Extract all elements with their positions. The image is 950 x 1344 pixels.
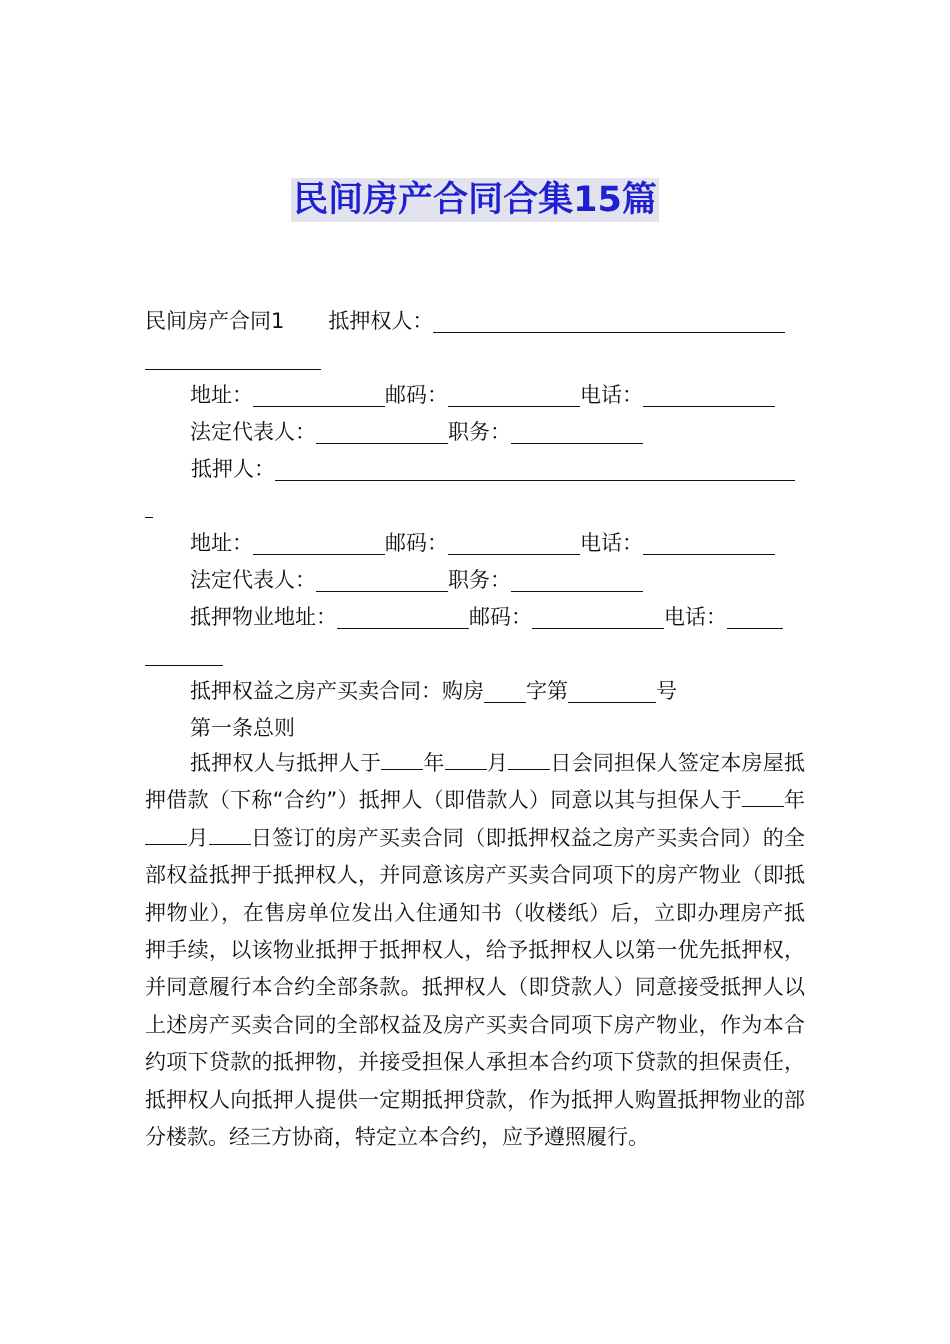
property-address-label: 抵押物业地址：: [190, 605, 337, 629]
mortgagor-blank-cont[interactable]: [145, 495, 153, 518]
property-phone-label: 电话：: [664, 605, 727, 629]
form-section: [145, 303, 805, 747]
mortgagee-continuation-line: [145, 340, 805, 377]
mortgagor-phone-blank[interactable]: [643, 532, 775, 555]
mortgagee-legal-rep-blank[interactable]: [316, 421, 448, 444]
mortgagee-postcode-blank[interactable]: [448, 384, 580, 407]
purchase-contract-label: 抵押权益之房产买卖合同：购房: [190, 679, 484, 703]
mortgagor-contact-line: [145, 525, 805, 562]
article1-month-blank[interactable]: [445, 747, 487, 770]
property-postcode-blank[interactable]: [532, 606, 664, 629]
article1-title-line: [145, 710, 805, 747]
purchase-contract-blank-2[interactable]: [568, 680, 656, 703]
mortgagee-rep-line: [145, 414, 805, 451]
article1-day-blank[interactable]: [508, 747, 550, 770]
mortgagee-address-blank[interactable]: [253, 384, 385, 407]
mortgagor-legal-rep-label: 法定代表人：: [190, 568, 316, 592]
mortgagor-rep-line: [145, 562, 805, 599]
contract-label: 民间房产合同1: [145, 309, 285, 333]
mortgagee-address-label: 地址：: [190, 383, 253, 407]
mortgagor-legal-rep-blank[interactable]: [316, 569, 448, 592]
purchase-contract-line: [145, 673, 805, 710]
property-phone-blank[interactable]: [727, 606, 783, 629]
mortgagee-contact-line: [145, 377, 805, 414]
mortgagee-legal-rep-label: 法定代表人：: [190, 420, 316, 444]
article1-year-blank[interactable]: [381, 747, 423, 770]
article1-paragraph: 抵押权人与抵押人于 年 月 日会同担保人签定本房屋抵押借款（下称“合约”）抵押人（即借款人）同意以其与担保人于 年月 日签订的房产买卖合同（即抵押权益之房产买卖合同）的全部权益抵押于抵押权人，并同意该房产买卖合同项下的房产物业（即抵押物业），在售房单位发出入住通知书（收楼纸）后，立即办理房产抵押手续，以该物业抵押于抵押权人，给予抵押权人以第一优先抵押权，并同意履行本合约全部条款。抵押权人（即贷款人）同意接受抵押人以上述房产买卖合同的全部权益及房产买卖合同项下房产物业，作为本合约项下贷款的抵押物，并接受担保人承担本合约项下贷款的担保责任，抵押权人向抵押人提供一定期抵押贷款，作为抵押人购置抵押物业的部分楼款。经三方协商，特定立本合约，应予遵照履行。: [145, 745, 805, 1156]
article1-title: 第一条总则: [190, 716, 295, 740]
purchase-contract-end: 号: [656, 679, 677, 703]
property-phone-blank-cont[interactable]: [145, 643, 223, 666]
article1-day2-blank[interactable]: [209, 822, 251, 845]
mortgagee-blank[interactable]: [433, 310, 785, 333]
mortgagee-position-blank[interactable]: [511, 421, 643, 444]
mortgagee-blank-cont[interactable]: [145, 347, 321, 370]
mortgagor-postcode-blank[interactable]: [448, 532, 580, 555]
mortgagee-postcode-label: 邮码：: [385, 383, 448, 407]
purchase-contract-mid: 字第: [526, 679, 568, 703]
mortgagee-phone-label: 电话：: [580, 383, 643, 407]
mortgagor-continuation-line: [145, 488, 805, 525]
mortgagor-position-label: 职务：: [448, 568, 511, 592]
property-continuation-line: [145, 636, 805, 673]
document-title: [0, 178, 950, 222]
mortgagor-phone-label: 电话：: [580, 531, 643, 555]
mortgagee-label: 抵押权人：: [328, 309, 434, 333]
mortgagee-phone-blank[interactable]: [643, 384, 775, 407]
mortgagor-address-label: 地址：: [190, 531, 253, 555]
article1-month2-blank[interactable]: [145, 822, 187, 845]
mortgagee-position-label: 职务：: [448, 420, 511, 444]
mortgagor-postcode-label: 邮码：: [385, 531, 448, 555]
contract-heading-line: [145, 303, 805, 340]
mortgagor-address-blank[interactable]: [253, 532, 385, 555]
mortgagor-blank[interactable]: [275, 458, 795, 481]
document-title-text: 民间房产合同合集15篇: [293, 180, 657, 220]
purchase-contract-blank-1[interactable]: [484, 680, 526, 703]
article1-year2-blank[interactable]: [742, 784, 784, 807]
property-address-blank[interactable]: [337, 606, 469, 629]
property-line: [145, 599, 805, 636]
mortgagor-label: 抵押人：: [191, 457, 275, 481]
property-postcode-label: 邮码：: [469, 605, 532, 629]
mortgagor-position-blank[interactable]: [511, 569, 643, 592]
mortgagor-line: [145, 451, 805, 488]
